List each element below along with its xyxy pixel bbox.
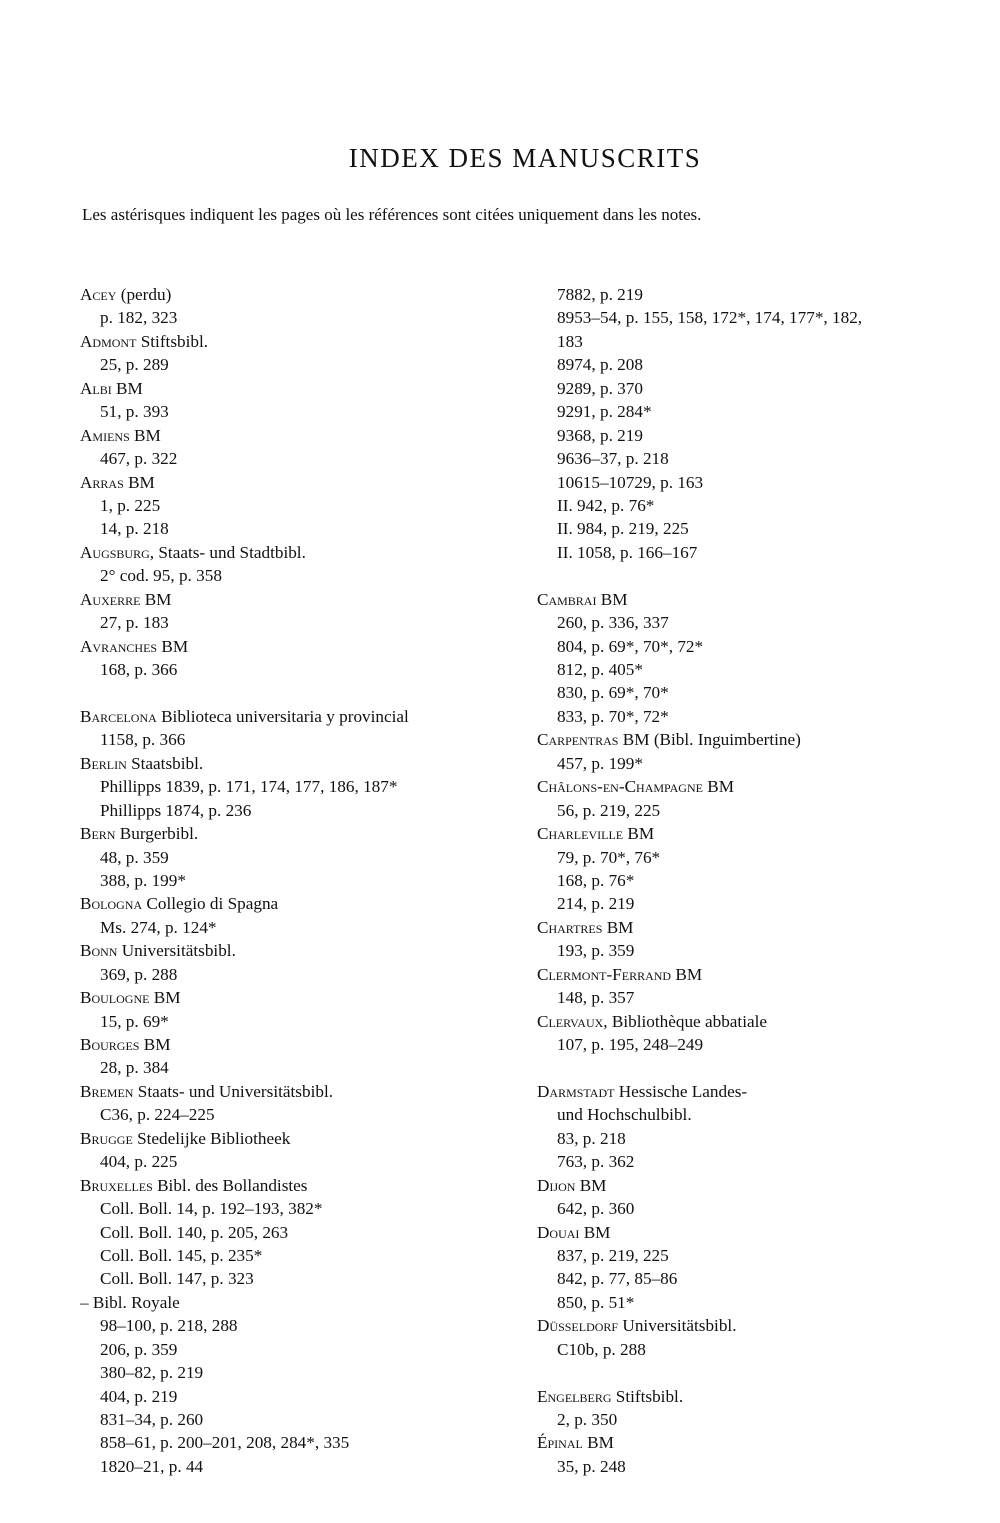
entry-library: BM <box>596 589 628 609</box>
entry-library: BM (Bibl. Inguimbertine) <box>618 730 801 750</box>
index-entry-heading <box>80 939 520 962</box>
entry-library: Stiftsbibl. <box>136 331 209 351</box>
entry-city: Albi <box>80 378 112 398</box>
index-entry-heading <box>537 1010 977 1033</box>
index-entry-heading <box>80 822 520 845</box>
index-column-right <box>537 283 977 1478</box>
entry-city: Bonn <box>80 941 118 961</box>
index-reference: C10b, p. 288 <box>557 1339 646 1359</box>
index-reference: 56, p. 219, 225 <box>557 800 661 820</box>
index-reference: Coll. Boll. 14, p. 192–193, 382* <box>100 1199 323 1219</box>
entry-city: Avranches <box>80 636 158 656</box>
index-reference: 763, p. 362 <box>557 1152 635 1172</box>
index-reference: 98–100, p. 218, 288 <box>100 1316 238 1336</box>
index-reference: II. 984, p. 219, 225 <box>557 519 689 539</box>
entry-library: Staatsbibl. <box>126 753 204 773</box>
index-reference: 8974, p. 208 <box>557 355 643 375</box>
entry-city: Douai <box>537 1222 580 1242</box>
index-reference: 369, p. 288 <box>100 964 178 984</box>
index-entry-heading <box>80 1080 520 1103</box>
index-reference: Ms. 274, p. 124* <box>100 917 217 937</box>
section-gap <box>537 1056 977 1079</box>
index-reference: 9368, p. 219 <box>557 425 643 445</box>
entry-city: Boulogne <box>80 988 150 1008</box>
entry-city: Charleville <box>537 824 624 844</box>
index-reference: 206, p. 359 <box>100 1339 178 1359</box>
index-reference: 858–61, p. 200–201, 208, 284*, 335 <box>100 1433 350 1453</box>
entry-city: Darmstadt <box>537 1081 615 1101</box>
index-entry-heading <box>537 775 977 798</box>
entry-library: BM <box>582 1433 614 1453</box>
entry-library: , Staats- und Stadtbibl. <box>149 542 306 562</box>
index-entry-heading <box>537 1221 977 1244</box>
index-reference: 28, p. 384 <box>100 1058 169 1078</box>
entry-city: Clermont-Ferrand <box>537 964 672 984</box>
index-reference: 51, p. 393 <box>100 402 169 422</box>
entry-library: Universitätsbibl. <box>618 1316 737 1336</box>
index-reference: 812, p. 405* <box>557 660 643 679</box>
entry-library: Stiftsbibl. <box>611 1386 684 1406</box>
index-entry-heading <box>80 635 520 658</box>
index-entry-heading <box>80 1127 520 1150</box>
entry-city: Engelberg <box>537 1386 612 1406</box>
entry-library: Burgerbibl. <box>115 824 199 844</box>
index-entry-heading <box>537 588 977 611</box>
index-reference: 25, p. 289 <box>100 355 169 375</box>
index-reference: Coll. Boll. 145, p. 235* <box>100 1245 263 1265</box>
entry-library: Universitätsbibl. <box>117 941 236 961</box>
index-reference: p. 182, 323 <box>100 308 178 328</box>
entry-city: Épinal <box>537 1433 583 1453</box>
index-reference: II. 942, p. 76* <box>557 495 655 515</box>
entry-library: BM <box>139 1035 171 1054</box>
index-entry-heading <box>537 728 977 751</box>
entry-library: Stedelijke Bibliotheek <box>132 1128 291 1148</box>
entry-city: Augsburg <box>80 542 150 562</box>
index-reference: 14, p. 218 <box>100 519 169 539</box>
index-reference: Coll. Boll. 147, p. 323 <box>100 1269 254 1289</box>
entry-library: BM <box>702 777 734 797</box>
index-reference: 7882, p. 219 <box>557 285 643 304</box>
index-reference: 388, p. 199* <box>100 870 186 890</box>
entry-library: Staats- und Universitätsbibl. <box>133 1081 334 1101</box>
index-reference: 183 <box>557 331 583 351</box>
index-column-left <box>80 283 520 1478</box>
index-reference: 404, p. 225 <box>100 1152 178 1172</box>
entry-library: (perdu) <box>116 285 172 304</box>
entry-city: Carpentras <box>537 730 619 750</box>
index-reference: Phillipps 1874, p. 236 <box>100 800 252 820</box>
entry-city: Bruxelles <box>80 1175 153 1195</box>
index-reference: 850, p. 51* <box>557 1292 635 1312</box>
index-reference: 168, p. 76* <box>557 870 635 890</box>
index-entry-heading <box>80 986 520 1009</box>
index-reference: 380–82, p. 219 <box>100 1363 204 1383</box>
index-reference: 1158, p. 366 <box>100 730 186 750</box>
entry-library: BM <box>140 589 172 609</box>
index-reference: 457, p. 199* <box>557 753 643 773</box>
asterisk-note: Les astérisques indiquent les pages où les références sont citées uniquement dans les notes. <box>82 205 702 224</box>
entry-library: , Bibliothèque abbatiale <box>603 1011 768 1031</box>
entry-city: Cambrai <box>537 589 597 609</box>
entry-city: Bern <box>80 824 116 844</box>
entry-city: Brugge <box>80 1128 133 1148</box>
entry-library: BM <box>123 472 155 492</box>
entry-city: Barcelona <box>80 706 157 726</box>
entry-city: Berlin <box>80 753 127 773</box>
index-entry-heading <box>80 588 520 611</box>
index-reference: 804, p. 69*, 70*, 72* <box>557 636 704 656</box>
index-reference: 9291, p. 284* <box>557 402 652 422</box>
index-reference: und Hochschulbibl. <box>557 1105 692 1125</box>
index-reference: 148, p. 357 <box>557 988 635 1008</box>
entry-library: Biblioteca universitaria y provincial <box>156 706 409 726</box>
index-reference: 833, p. 70*, 72* <box>557 706 669 726</box>
entry-library: BM <box>623 824 655 844</box>
index-entry-heading <box>80 424 520 447</box>
index-entry-heading <box>80 705 520 728</box>
index-reference: 9636–37, p. 218 <box>557 449 669 469</box>
entry-city: Düsseldorf <box>537 1316 619 1336</box>
index-reference: 467, p. 322 <box>100 449 178 469</box>
index-reference: 35, p. 248 <box>557 1456 626 1476</box>
entry-library: BM <box>579 1222 611 1242</box>
index-reference: 842, p. 77, 85–86 <box>557 1269 678 1289</box>
index-entry-heading <box>537 1314 977 1337</box>
entry-library: Hessische Landes- <box>614 1081 748 1101</box>
index-entry-heading <box>80 471 520 494</box>
entry-library: BM <box>602 917 634 937</box>
entry-city: Bologna <box>80 894 143 914</box>
index-entry-heading <box>537 963 977 986</box>
index-entry-subheading: – Bibl. Royale <box>80 1292 180 1312</box>
index-reference: 8953–54, p. 155, 158, 172*, 174, 177*, 182, <box>557 308 863 328</box>
index-reference: 83, p. 218 <box>557 1128 626 1148</box>
entry-city: Chartres <box>537 917 603 937</box>
index-reference: 642, p. 360 <box>557 1199 635 1219</box>
entry-city: Clervaux <box>537 1011 604 1031</box>
index-entry-heading <box>80 330 520 353</box>
entry-city: Bourges <box>80 1035 140 1054</box>
index-reference: 79, p. 70*, 76* <box>557 847 661 867</box>
index-reference: 2° cod. 95, p. 358 <box>100 566 222 586</box>
entry-library: BM <box>671 964 703 984</box>
index-reference: 830, p. 69*, 70* <box>557 683 669 703</box>
index-reference: 404, p. 219 <box>100 1386 178 1406</box>
index-entry-heading <box>80 1174 520 1197</box>
entry-city: Acey <box>80 285 117 304</box>
index-entry-heading <box>537 1431 977 1454</box>
index-reference: 837, p. 219, 225 <box>557 1245 669 1265</box>
entry-library: BM <box>111 378 143 398</box>
index-entry-heading <box>537 1385 977 1408</box>
entry-library: BM <box>157 636 189 656</box>
index-entry-heading <box>537 1174 977 1197</box>
section-gap <box>80 681 520 704</box>
entry-city: Auxerre <box>80 589 141 609</box>
index-reference: 1, p. 225 <box>100 495 161 515</box>
index-entry-heading <box>80 892 520 915</box>
index-reference: 107, p. 195, 248–249 <box>557 1035 704 1054</box>
index-entry-heading <box>537 1080 977 1103</box>
section-gap <box>537 1361 977 1384</box>
entry-city: Dijon <box>537 1175 576 1195</box>
index-reference: 831–34, p. 260 <box>100 1410 204 1429</box>
index-reference: 193, p. 359 <box>557 941 635 961</box>
index-reference: C36, p. 224–225 <box>100 1105 215 1125</box>
entry-library: Bibl. des Bollandistes <box>152 1175 308 1195</box>
index-entry-heading <box>80 1033 520 1056</box>
entry-city: Bremen <box>80 1081 134 1101</box>
index-reference: Phillipps 1839, p. 171, 174, 177, 186, 187* <box>100 777 398 797</box>
page-title: INDEX DES MANUSCRITS <box>348 143 702 173</box>
index-reference: 2, p. 350 <box>557 1410 618 1429</box>
entry-city: Admont <box>80 331 137 351</box>
index-reference: 10615–10729, p. 163 <box>557 472 704 492</box>
index-entry-heading <box>80 377 520 400</box>
index-reference: Coll. Boll. 140, p. 205, 263 <box>100 1222 289 1242</box>
index-entry-heading <box>80 752 520 775</box>
index-reference: 27, p. 183 <box>100 613 169 633</box>
index-reference: 168, p. 366 <box>100 660 178 679</box>
index-entry-heading <box>80 283 520 306</box>
index-entry-heading <box>537 916 977 939</box>
index-entry-heading <box>80 541 520 564</box>
entry-city: Arras <box>80 472 124 492</box>
entry-library: BM <box>149 988 181 1008</box>
section-gap <box>537 564 977 587</box>
index-reference: 214, p. 219 <box>557 894 635 914</box>
index-reference: 1820–21, p. 44 <box>100 1456 204 1476</box>
entry-library: BM <box>575 1175 607 1195</box>
index-reference: 48, p. 359 <box>100 847 169 867</box>
index-reference: 15, p. 69* <box>100 1011 169 1031</box>
entry-city: Amiens <box>80 425 130 445</box>
entry-city: Châlons-en-Champagne <box>537 777 703 797</box>
index-reference: 260, p. 336, 337 <box>557 613 669 633</box>
index-entry-heading <box>537 822 977 845</box>
index-reference: II. 1058, p. 166–167 <box>557 542 698 562</box>
index-reference: 9289, p. 370 <box>557 378 643 398</box>
entry-library: Collegio di Spagna <box>142 894 279 914</box>
entry-library: BM <box>129 425 161 445</box>
